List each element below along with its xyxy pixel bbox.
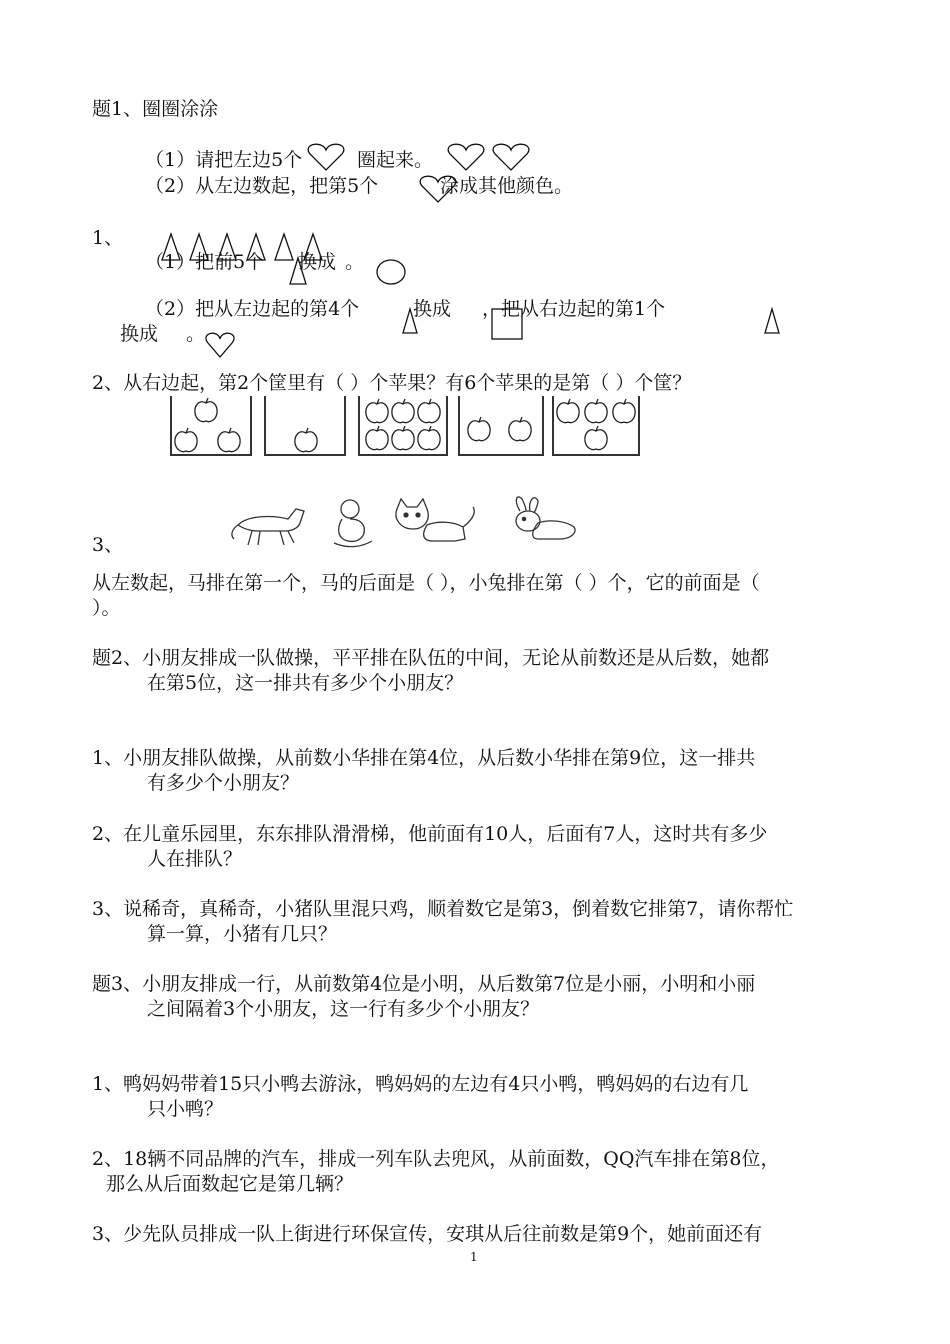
p1-line-2: （2）把从左边起的第4个	[145, 298, 360, 320]
apple-group-4	[468, 417, 531, 441]
q3-item-2-line-2: 那么从后面数起它是第几辆？	[106, 1173, 354, 1195]
problem-2-text: 2、从右边起，第2个筐里有（ ）个苹果？有6个苹果的是第（ ）个筐？	[92, 372, 692, 394]
problem-1-number: 1、	[92, 227, 124, 249]
problem-3-line-1: 从左数起，马排在第一个，马的后面是（ ），小兔排在第（ ）个，它的前面是（	[92, 572, 760, 594]
apple-group-2	[295, 428, 317, 452]
q1-instruction-2: （2）从左边数起，把第5个	[145, 175, 379, 197]
q2-item-2-line-1: 2、在儿童乐园里，东东排队滑滑梯，他前面有10人，后面有7人，这时共有多少	[92, 823, 768, 845]
p1-line-3-end: 。	[186, 323, 206, 345]
q2-item-1-line-1: 1、小朋友排队做操，从前数小华排在第4位，从后数小华排在第9位，这一排共	[92, 747, 756, 769]
page-number: 1	[470, 1250, 478, 1264]
problem-3-number: 3、	[92, 534, 124, 556]
monkey-icon	[334, 500, 372, 547]
p1-line-2-mid2: ，把从右边起的第1个	[482, 298, 666, 320]
q2-item-2-line-2: 人在排队？	[147, 848, 243, 870]
question-3-title-line-1: 题3、小朋友排成一行，从前数第4位是小明，从后数第7位是小丽，小明和小丽	[92, 973, 756, 995]
q3-item-3-line-1: 3、少先队员排成一队上街进行环保宣传，安琪从后往前数是第9个，她前面还有	[92, 1223, 763, 1245]
q1-instruction-1: （1）请把左边5个	[145, 149, 303, 171]
q2-item-3-line-2: 算一算，小猪有几只？	[147, 923, 338, 945]
q3-item-2-line-1: 2、18辆不同品牌的汽车，排成一列车队去兜风，从前面数，QQ汽车排在第8位，	[92, 1148, 780, 1170]
cat-icon	[396, 499, 474, 541]
apple-group-1	[175, 398, 240, 452]
problem-3-line-2: ）。	[92, 597, 121, 619]
q1-instruction-1-end: 圈起来。	[357, 149, 434, 171]
q2-item-1-line-2: 有多少个小朋友？	[147, 772, 300, 794]
question-2-title-line-1: 题2、小朋友排成一队做操，平平排在队伍的中间，无论从前数还是从后数，她都	[92, 647, 770, 669]
animals-figure	[228, 495, 588, 555]
rabbit-icon	[516, 497, 575, 539]
q1-instruction-2-end: 涂成其他颜色。	[440, 175, 574, 197]
question-2-title-line-2: 在第5位，这一排共有多少个小朋友？	[147, 672, 464, 694]
p1-line-1-mid: 换成	[298, 251, 337, 273]
p1-line-2-mid: 换成	[413, 298, 452, 320]
q2-item-3-line-1: 3、说稀奇，真稀奇，小猪队里混只鸡，顺着数它是第3，倒着数它排第7，请你帮忙	[92, 898, 794, 920]
q3-item-1-line-1: 1、鸭妈妈带着15只小鸭去游泳，鸭妈妈的左边有4只小鸭，鸭妈妈的右边有几	[92, 1073, 749, 1095]
apple-group-3	[366, 399, 440, 450]
question-1-title: 题1、圈圈涂涂	[92, 98, 219, 120]
p1-line-1: （1）把前5个	[145, 251, 265, 273]
p1-line-3: 换成	[120, 323, 159, 345]
horse-icon	[232, 509, 304, 545]
p1-line-1-end: 。	[345, 251, 365, 273]
q3-item-1-line-2: 只小鸭？	[147, 1098, 224, 1120]
apples-figure	[0, 0, 950, 470]
apple-group-5	[557, 399, 635, 450]
question-3-title-line-2: 之间隔着3个小朋友，这一行有多少个小朋友？	[147, 998, 540, 1020]
